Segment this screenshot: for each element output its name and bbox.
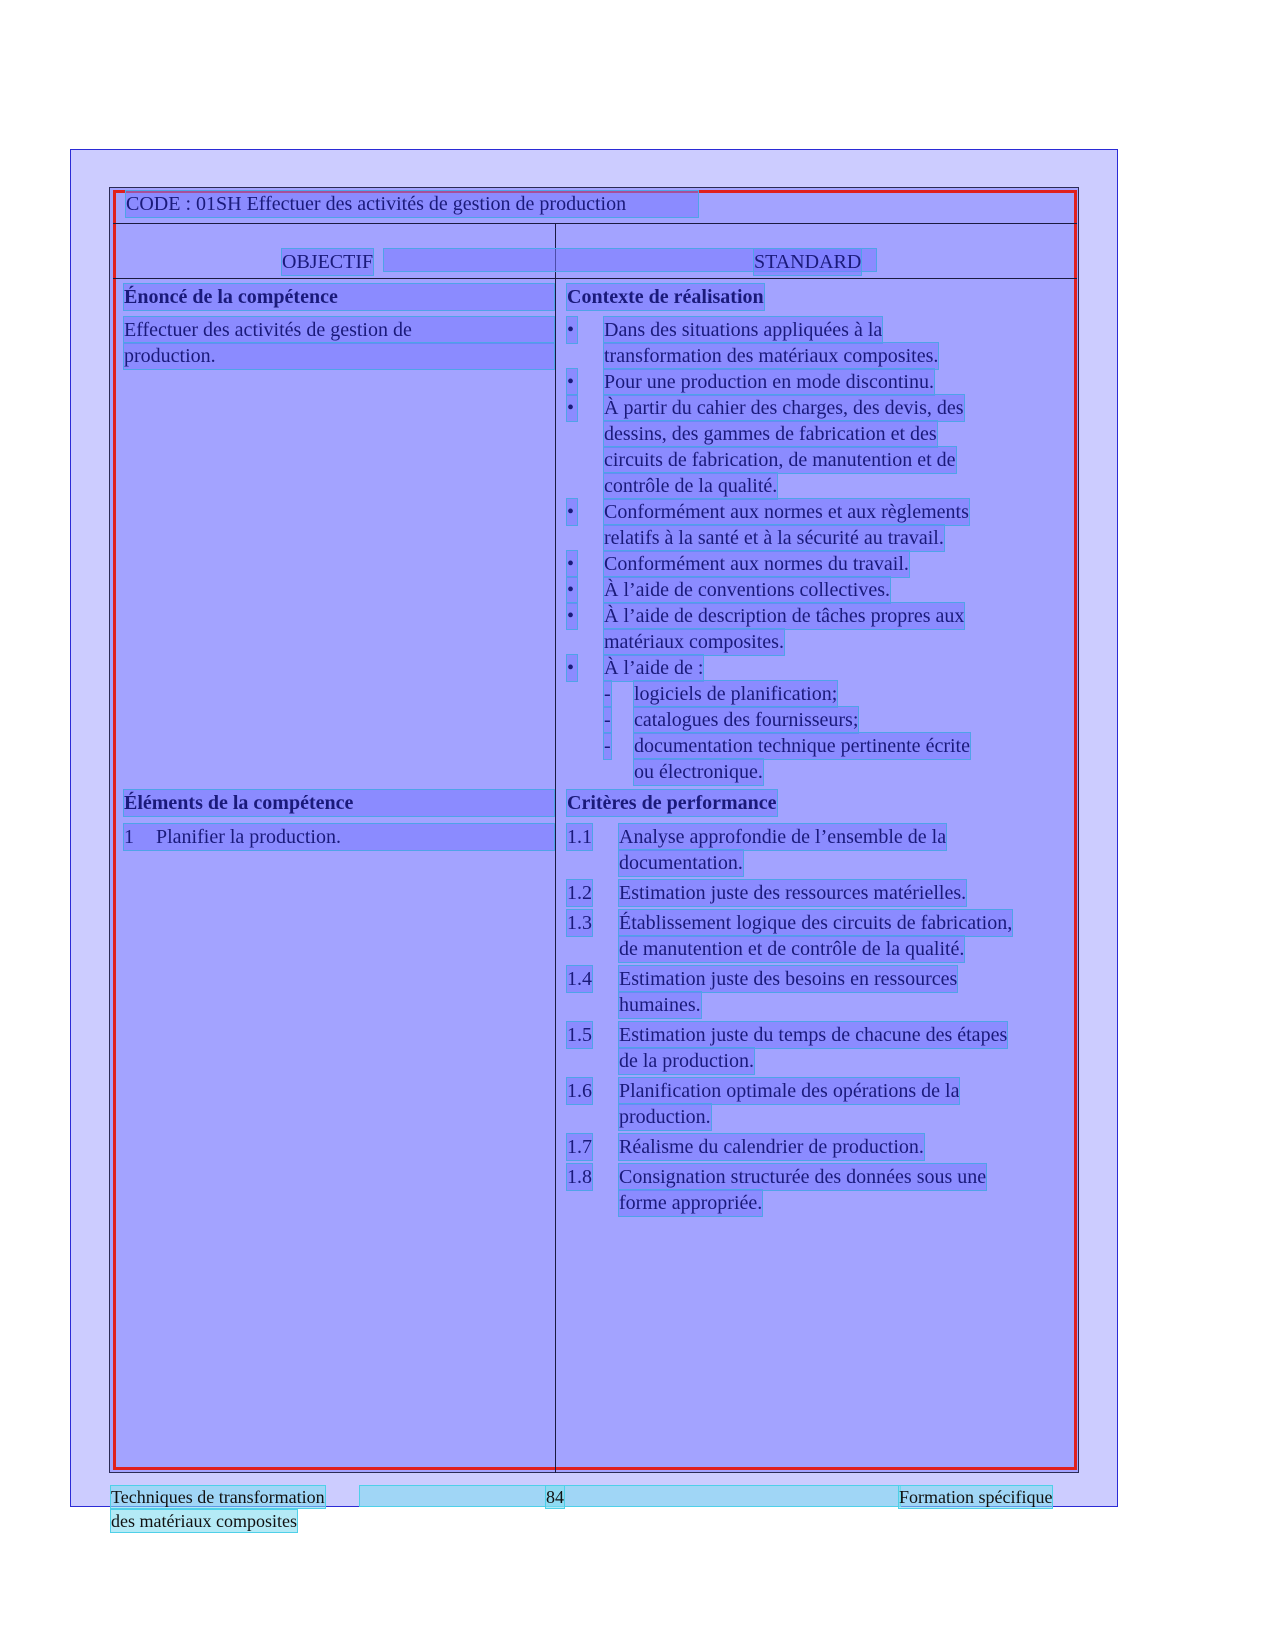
contexte-sub-item: - logiciels de planification; xyxy=(604,683,838,705)
critere-number: 1.8 xyxy=(567,1166,592,1188)
contexte-sub-item: - documentation technique pertinente écrite ou électronique. xyxy=(604,735,970,783)
enonce-text-line-1: Effectuer des activités de gestion de xyxy=(124,317,554,343)
contexte-item: • Pour une production en mode discontinu. xyxy=(567,371,934,393)
contexte-item: • Dans des situations appliquées à la transformation des matériaux composites. xyxy=(567,319,939,367)
contexte-item: • Conformément aux normes et aux règlements relatifs à la santé et à la sécurité au travail. xyxy=(567,501,969,549)
dash-icon: - xyxy=(604,683,611,705)
contexte-heading: Contexte de réalisation xyxy=(567,286,764,308)
criteres-list xyxy=(567,824,1067,1220)
page-number: 84 xyxy=(546,1487,564,1507)
bullet-icon: • xyxy=(567,499,577,525)
critere-item: 1.2 Estimation juste des ressources matérielles. xyxy=(567,882,967,904)
critere-number: 1.1 xyxy=(567,826,592,848)
footer-right: Formation spécifique xyxy=(899,1487,1053,1507)
footer-band xyxy=(360,1486,900,1506)
element-number: 1 xyxy=(124,826,134,848)
element-1 xyxy=(124,824,554,850)
critere-number: 1.5 xyxy=(567,1024,592,1046)
contexte-item: • Conformément aux normes du travail. xyxy=(567,553,909,575)
bullet-icon: • xyxy=(567,577,577,603)
dash-icon: - xyxy=(604,709,611,731)
enonce-heading: Énoncé de la compétence xyxy=(124,284,554,310)
bullet-icon: • xyxy=(567,655,577,681)
critere-number: 1.3 xyxy=(567,912,592,934)
bullet-icon: • xyxy=(567,395,577,421)
critere-item: 1.3 Établissement logique des circuits de fabrication, de manutention et de contrôle de la qualité. xyxy=(567,912,1013,960)
critere-number: 1.2 xyxy=(567,882,592,904)
critere-number: 1.7 xyxy=(567,1136,592,1158)
contexte-item: • À partir du cahier des charges, des devis, des dessins, des gammes de fabrication et des circuits de fabrication, de manutention et de contrôle de la qualité. xyxy=(567,397,964,497)
criteres-heading: Critères de performance xyxy=(567,792,777,814)
contexte-list xyxy=(567,317,1017,785)
element-text: Planifier la production. xyxy=(156,826,341,848)
critere-item: 1.8 Consignation structurée des données sous une forme appropriée. xyxy=(567,1166,987,1214)
elements-heading: Éléments de la compétence xyxy=(124,790,554,816)
critere-item: 1.6 Planification optimale des opérations de la production. xyxy=(567,1080,960,1128)
critere-number: 1.4 xyxy=(567,968,592,990)
contexte-item: • À l’aide de : xyxy=(567,657,704,679)
column-divider xyxy=(555,224,556,1473)
rule-under-header xyxy=(113,278,1077,279)
contexte-item: • À l’aide de conventions collectives. xyxy=(567,579,891,601)
standard-heading: STANDARD xyxy=(754,251,862,273)
critere-item: 1.4 Estimation juste des besoins en ressources humaines. xyxy=(567,968,958,1016)
bullet-icon: • xyxy=(567,603,577,629)
code-title: CODE : 01SH Effectuer des activités de gestion de production xyxy=(126,191,698,217)
contexte-sub-item: - catalogues des fournisseurs; xyxy=(604,709,859,731)
bullet-icon: • xyxy=(567,317,577,343)
dash-icon: - xyxy=(604,735,611,757)
critere-item: 1.5 Estimation juste du temps de chacune des étapes de la production. xyxy=(567,1024,1008,1072)
rule-under-code xyxy=(113,223,1077,224)
enonce-text-line-2: production. xyxy=(124,343,554,369)
critere-number: 1.6 xyxy=(567,1080,592,1102)
bullet-icon: • xyxy=(567,369,577,395)
critere-item: 1.7 Réalisme du calendrier de production. xyxy=(567,1136,924,1158)
contexte-item: • À l’aide de description de tâches propres aux matériaux composites. xyxy=(567,605,965,653)
footer-left-line-1: Techniques de transformation xyxy=(111,1487,325,1507)
critere-item: 1.1 Analyse approfondie de l’ensemble de la documentation. xyxy=(567,826,947,874)
footer-left-line-2: des matériaux composites xyxy=(111,1511,297,1531)
objectif-heading: OBJECTIF xyxy=(282,251,374,273)
bullet-icon: • xyxy=(567,551,577,577)
